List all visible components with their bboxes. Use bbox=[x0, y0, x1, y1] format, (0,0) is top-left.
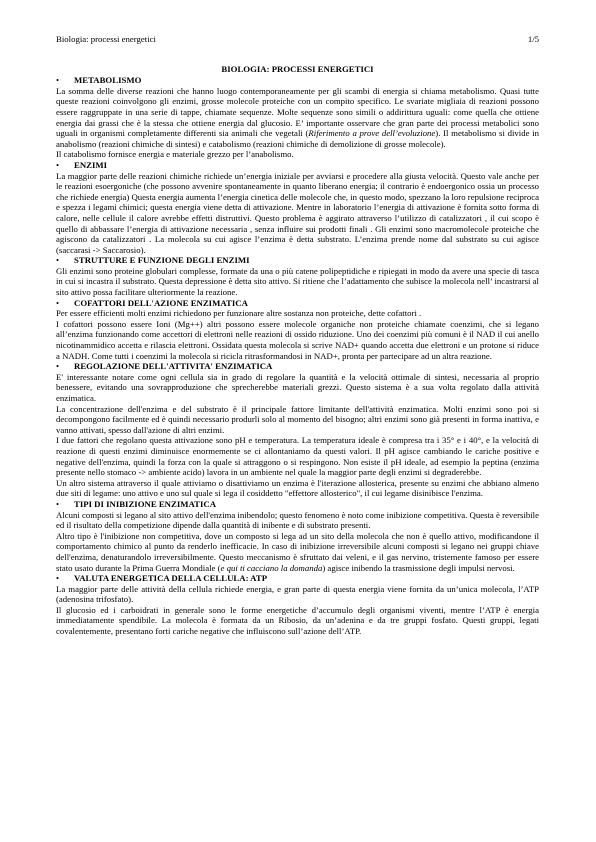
bullet-icon bbox=[56, 255, 74, 266]
section-heading-text: VALUTA ENERGETICA DELLA CELLULA: ATP bbox=[74, 573, 268, 584]
paragraph: Il glucosio ed i carboidrati in generale sono le forme energetiche d’accumulo degli organismi viventi, mentre l’ATP è energia immediatamente spendibile. La molecola è formata da un Ribosio, da un’adenina e da tre gruppi fosfato. Questi gruppi, legati covalentemente, presentano forti cariche negative che influiscono sull’azione dell’ATP. bbox=[56, 604, 539, 637]
paragraph: La maggior parte delle reazioni chimiche richiede un’energia iniziale per avviarsi e procedere alla giusta velocità. Questo vale anche per le reazioni esoergoniche (che possono avvenire spontaneamente in quanto liberano energia; il contrario è endoergonico ossia un processo che richiede energia) Questa energia aumenta l’energia cinetica delle molecole che, in questo modo, spezzano la loro repulsione reciproca e spezza i legami chimici; questa energia viene detta di attivazione. Mentre in laboratorio l’energia di attivazione è fornita sotto forma di calore, nelle cellule il calore avrebbe effetti distruttivi. Questo problema è aggirato attraverso l’utilizzo di catalizzatori , il cui scopo è quello di abbassare l’energia di attivazione necessaria , senza influire sui prodotti finali . Gli enzimi sono macromolecole proteiche che agiscono da catalizzatori . La molecola su cui agisce l’enzima è detta substrato. L’enzima prende nome dal substrato su cui agisce (saccarasi -> Saccarosio). bbox=[56, 170, 539, 255]
italic-reference: Riferimento a prove dell’evoluzione bbox=[308, 128, 436, 139]
paragraph: Altro tipo è l'inibizione non competitiva, dove un composto si lega ad un sito della molecola che non è quello attivo, modificandone il comportamento chimico al punto da renderlo inefficacie. In caso di inibizione irreversibile alcuni composti si legano nei gruppi chiave dell'enzima, denaturandolo irreversibilmente. Questo meccanismo è sfruttato dai veleni, e il gas nervino, tristemente famoso per essere stato usato durante la Prima Guerra Mondiale (e qui ti cacciano la domanda) agisce inibendo la trasmissione degli impulsi nervosi. bbox=[56, 530, 539, 573]
bullet-icon bbox=[56, 160, 74, 171]
section-heading-strutture bbox=[56, 255, 539, 266]
section-heading-text: ENZIMI bbox=[74, 159, 108, 170]
italic-aside: e qui ti cacciano la domanda bbox=[220, 562, 323, 573]
paragraph: La concentrazione dell'enzima e del substrato è il principale fattore limitante dell'attività enzimatica. Molti enzimi sono poi si decompongono facilmente ed è quindi necessario produrli solo al momento del bisogno; altri enzimi sono già presenti in forma inattiva, e vanno attivati, spesso dall'azione di altri enzimi. bbox=[56, 403, 539, 435]
paragraph: La somma delle diverse reazioni che hanno luogo contemporaneamente per gli scambi di energia si chiama metabolismo. Quasi tutte queste reazioni coinvolgono gli enzimi, grosse molecole proteiche con un compito specifico. Le svariate migliaia di reazioni possono essere raggruppate in una serie di tappe, chiamate sequenze. Molte sequenze sono simili o addirittura uguali: come quella che ottiene energia dai grassi che è la stessa che ottiene energia dal glucosio. E’ importante osservare che gran parte dei processi metabolici sono uguali in organismi completamente differenti sia animali che vegetali (Riferimento a prove dell’evoluzione). Il metabolismo si divide in anabolismo (reazioni chimiche di sintesi) e catabolismo (reazioni chimiche di demolizione di grosse molecole). bbox=[56, 85, 539, 149]
section-heading-enzimi bbox=[56, 160, 539, 171]
paragraph: I cofattori possono essere Ioni (Mg++) altri possono essere molecole organiche non proteiche chiamate coenzimi, che si legano all’enzima funzionando come accettori di elettroni nelle reazioni di ossido riduzione. Uno dei coenzimi più comuni è il NAD il cui anello nicotinammidico accetta e rilascia elettroni. Ossidata questa molecola si scrive NAD+ quando accetta due elettroni e un protone si riduce a NADH. Come tutti i coenzimi la molecola si ricicla ritrasformandosi in NAD+, pronta per partecipare ad un altra reazione. bbox=[56, 318, 539, 361]
document-title: BIOLOGIA: PROCESSI ENERGETICI bbox=[221, 63, 374, 74]
bullet-icon bbox=[56, 573, 74, 584]
paragraph: Gli enzimi sono proteine globulari complesse, formate da una o più catene polipeptidiche e ripiegati in modo da avere una specie di tasca in cui si incastra il substrato. Questa depressione è detta sito attivo. Si ritiene che l’adattamento che subisce la molecola nell’ incastrarsi al sito attivo possa facilitare ulteriormente la reazione. bbox=[56, 265, 539, 298]
section-heading-inibizione bbox=[56, 499, 539, 510]
bullet-icon bbox=[56, 298, 74, 309]
paragraph: E' interessante notare come ogni cellula sia in grado di regolare la quantità e la velocità ottimale di sintesi, necessaria al proprio benessere, evitando una sovrapproduzione che sprecherebbe materiali grezzi. Questo sistema è a sua volta regolato dalla attività enzimatica. bbox=[56, 371, 539, 403]
paragraph: Un altro sistema attraverso il quale attiviamo o disattiviamo un enzima è l'iterazione allosterica, presente su enzimi che abbiano almeno due siti di legame: uno attivo e uno sul quale si lega il cosiddetto "effettore allosterico", il cui legame disinibisce l'enzima. bbox=[56, 477, 539, 499]
page-number: 1/5 bbox=[527, 34, 539, 44]
bullet-icon bbox=[56, 361, 74, 372]
section-heading-cofattori bbox=[56, 298, 539, 309]
document-page bbox=[56, 34, 539, 637]
section-heading-atp bbox=[56, 573, 539, 584]
section-heading-text: STRUTTURE E FUNZIONE DEGLI ENZIMI bbox=[74, 255, 250, 266]
header-title: Biologia: processi energetici bbox=[56, 34, 156, 44]
section-heading-text: TIPI DI INIBIZIONE ENZIMATICA bbox=[74, 498, 217, 509]
section-heading-metabolismo bbox=[56, 75, 539, 86]
section-heading-text: METABOLISMO bbox=[74, 75, 142, 86]
bullet-icon bbox=[56, 499, 74, 510]
bullet-icon bbox=[56, 75, 74, 86]
paragraph: Il catabolismo fornisce energia e materiale grezzo per l’anabolismo. bbox=[56, 149, 294, 160]
paragraph: La maggior parte delle attività della cellula richiede energia, e gran parte di questa energia viene fornita da un’unica molecola, l’ATP (adenosina trifosfato). bbox=[56, 583, 539, 605]
section-heading-regolazione bbox=[56, 361, 539, 372]
section-heading-text: REGOLAZIONE DELL'ATTIVITA' ENZIMATICA bbox=[74, 361, 273, 372]
page-header bbox=[56, 34, 539, 45]
paragraph: Alcuni composti si legano al sito attivo dell'enzima inibendolo; questo fenomeno è noto come inibizione competitiva. Questa è reversibile ed il risultato della competizione dipende dalla quantità di inibente e di substrato presenti. bbox=[56, 509, 539, 531]
paragraph: I due fattori che regolano questa attivazione sono pH e temperatura. La temperatura ideale è compresa tra i 35° e i 40°, e la velocità di reazione di questi enzimi diminuisce enormemente se ci allontaniamo da questi valori. Il pH agisce cambiando le cariche positive e negative dell'enzima, quindi la forza con la quale si attraggono o si respingono. Non esiste il pH ideale, ad esempio la peptina (enzima presente nello stomaco -> ambiente acido) lavora in un ambiente nel quale la maggior parte degli enzimi si degraderebbe. bbox=[56, 435, 539, 478]
section-heading-text: COFATTORI DELL'AZIONE ENZIMATICA bbox=[74, 297, 248, 308]
paragraph: Per essere efficienti molti enzimi richiedono per funzionare altre sostanza non proteiche, dette cofattori . bbox=[56, 308, 422, 319]
